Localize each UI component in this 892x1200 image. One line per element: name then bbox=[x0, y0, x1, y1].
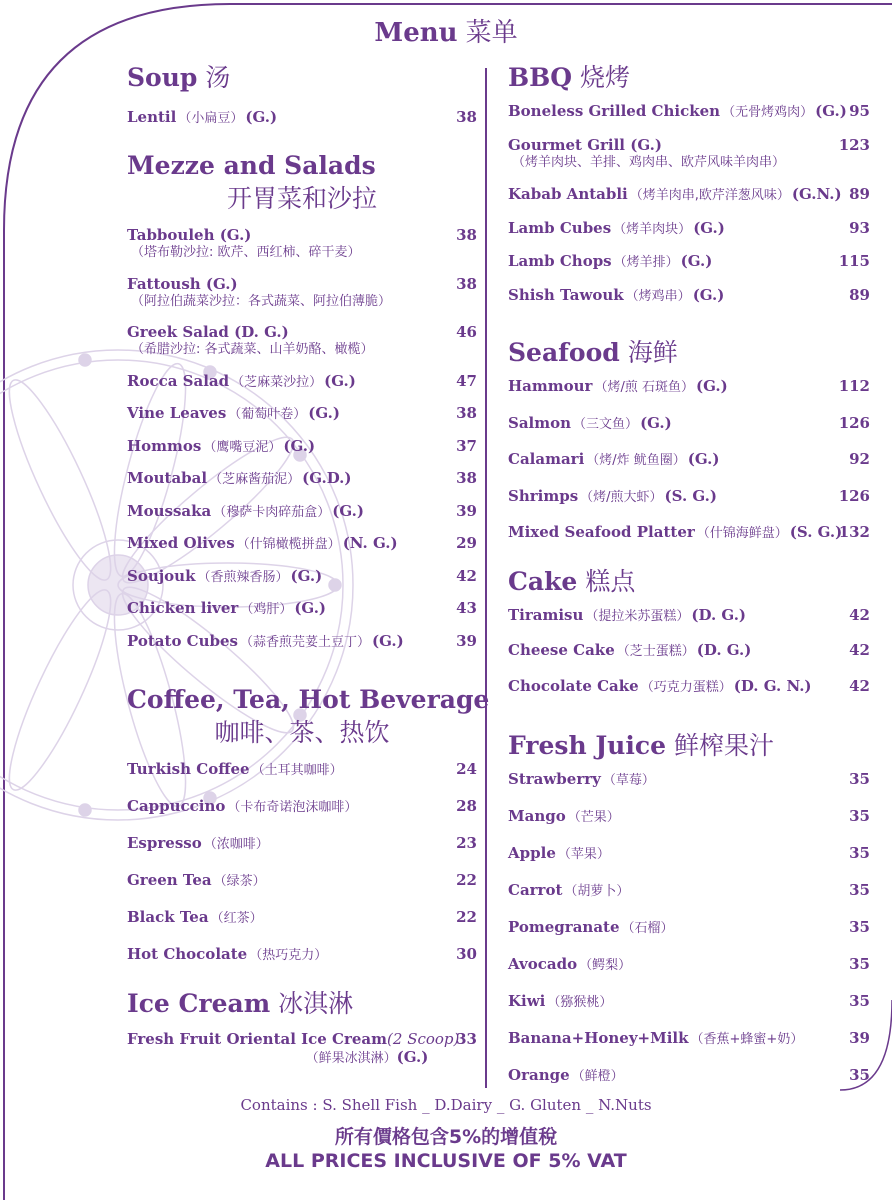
item-price: 115 bbox=[838, 252, 870, 270]
coffee-heading bbox=[127, 684, 490, 716]
item-allergen-tag: (N. G.) bbox=[342, 534, 398, 552]
item-name-cn: （红茶） bbox=[210, 911, 263, 926]
item-allergen-tag: (G.) bbox=[692, 285, 725, 304]
item-price: 35 bbox=[849, 918, 870, 936]
item-name-cn: （烤/煎 石斑鱼） bbox=[594, 380, 694, 395]
list-item bbox=[127, 945, 477, 982]
item-name: Hammour bbox=[508, 377, 593, 395]
item-allergen-tag: (G.) bbox=[372, 631, 404, 650]
list-item bbox=[127, 469, 477, 502]
list-item bbox=[127, 632, 477, 665]
allergen-legend: Contains : S. Shell Fish _ D.Dairy _ G. Gluten _ N.Nuts bbox=[240, 1096, 652, 1114]
item-name: Lentil bbox=[127, 108, 177, 126]
item-price: 22 bbox=[456, 871, 477, 889]
item-sub-cn: （鲜果冰淇淋） bbox=[305, 1051, 397, 1066]
item-name-cn: （烤/煎大虾） bbox=[580, 489, 663, 505]
list-item bbox=[508, 992, 870, 1029]
bbq-heading bbox=[508, 62, 870, 94]
bbq-list bbox=[508, 102, 870, 319]
list-item bbox=[127, 275, 477, 324]
item-name: Banana+Honey+Milk bbox=[508, 1029, 689, 1047]
item-price: 33 bbox=[456, 1030, 477, 1048]
list-item bbox=[127, 599, 477, 632]
list-item bbox=[127, 502, 477, 535]
item-name-cn: （鳄梨） bbox=[579, 958, 632, 973]
item-name: Salmon bbox=[508, 413, 572, 432]
list-item bbox=[508, 770, 870, 807]
item-price: 35 bbox=[849, 807, 870, 825]
list-item bbox=[127, 908, 477, 945]
item-name: Carrot bbox=[508, 881, 563, 899]
item-name: Gourmet Grill (G.) bbox=[508, 135, 662, 154]
mezze-heading-cn: 开胃菜和沙拉 bbox=[226, 184, 377, 213]
right-column bbox=[508, 60, 870, 1103]
item-name-cn: （巧克力蛋糕） bbox=[640, 679, 732, 695]
list-item bbox=[508, 487, 870, 524]
list-item bbox=[127, 108, 477, 144]
item-name: Black Tea bbox=[127, 908, 209, 926]
item-allergen-tag: (G.) bbox=[290, 566, 323, 585]
item-name-cn: （烤羊肉串,欧芹洋葱风味） bbox=[629, 188, 790, 203]
list-item bbox=[127, 437, 477, 470]
item-name: Kiwi bbox=[508, 992, 546, 1010]
juice-heading-cn: 鲜榨果汁 bbox=[673, 731, 774, 760]
item-allergen-tag: (G.) bbox=[693, 218, 725, 237]
item-price: 42 bbox=[849, 676, 870, 695]
juice-heading-en: Fresh Juice bbox=[508, 731, 666, 760]
item-price: 126 bbox=[838, 413, 870, 432]
soup-heading-en: Soup bbox=[127, 63, 198, 92]
item-price: 38 bbox=[456, 108, 477, 126]
item-price: 29 bbox=[456, 534, 477, 552]
item-name-cn: （什锦橄榄拼盘） bbox=[236, 537, 341, 552]
item-allergen-tag: (G.) bbox=[687, 450, 720, 468]
list-item bbox=[508, 136, 870, 186]
list-item bbox=[508, 844, 870, 881]
item-allergen-tag: (G.) bbox=[332, 501, 364, 520]
item-name: Fattoush (G.) bbox=[127, 274, 238, 293]
item-allergen-tag: (S. G.) bbox=[664, 486, 717, 505]
list-item bbox=[127, 404, 477, 437]
cake-heading-cn: 糕点 bbox=[585, 566, 636, 596]
item-price: 35 bbox=[849, 1066, 870, 1084]
item-price: 38 bbox=[456, 274, 477, 293]
item-name-cn: （无骨烤鸡肉） bbox=[722, 105, 814, 120]
item-subtitle bbox=[127, 1048, 477, 1068]
item-name: Tiramisu bbox=[508, 605, 584, 624]
item-allergen-tag: (S. G.) bbox=[789, 523, 843, 541]
item-name: Lamb Cubes bbox=[508, 218, 612, 237]
item-name: Moussaka bbox=[127, 501, 212, 520]
item-name: Pomegranate bbox=[508, 918, 620, 936]
item-name: Chocolate Cake bbox=[508, 676, 639, 695]
item-name: Hot Chocolate bbox=[127, 945, 248, 963]
item-name-cn: （香煎辣香肠） bbox=[197, 569, 289, 585]
list-item bbox=[508, 918, 870, 955]
item-price: 30 bbox=[456, 945, 477, 963]
item-name: Soujouk bbox=[127, 566, 196, 585]
soup-heading bbox=[127, 62, 477, 94]
soup-list bbox=[127, 108, 477, 144]
item-price: 35 bbox=[849, 992, 870, 1010]
coffee-heading-en: Coffee, Tea, Hot Beverage bbox=[127, 685, 490, 714]
item-name: Espresso bbox=[127, 834, 202, 852]
list-item bbox=[508, 185, 870, 219]
seafood-list bbox=[508, 377, 870, 560]
item-allergen-tag: (D. G. N.) bbox=[733, 676, 812, 695]
item-price: 93 bbox=[849, 218, 870, 237]
item-allergen-tag: (D. G.) bbox=[696, 641, 752, 659]
item-price: 38 bbox=[456, 226, 477, 244]
item-price: 89 bbox=[849, 185, 870, 203]
item-name-cn: （香蕉+蜂蜜+奶） bbox=[690, 1032, 804, 1047]
item-name-cn: （草莓） bbox=[602, 773, 655, 788]
item-name: Cheese Cake bbox=[508, 641, 615, 659]
item-price: 42 bbox=[456, 566, 477, 585]
column-divider bbox=[485, 68, 487, 1088]
item-name: Mango bbox=[508, 807, 566, 825]
item-price: 47 bbox=[456, 371, 477, 390]
item-name-cn: （鸡肝） bbox=[240, 602, 293, 617]
list-item bbox=[508, 606, 870, 642]
item-price: 39 bbox=[456, 501, 477, 520]
list-item bbox=[508, 641, 870, 677]
item-allergen-tag: (G.) bbox=[283, 436, 316, 455]
item-price: 23 bbox=[456, 834, 477, 852]
item-sub-tag: (G.) bbox=[396, 1048, 429, 1066]
item-allergen-tag: (G.N.) bbox=[791, 185, 842, 203]
item-description: （希腊沙拉: 各式蔬菜、山羊奶酪、橄榄） bbox=[131, 342, 374, 357]
list-item bbox=[127, 567, 477, 600]
menu-title bbox=[0, 12, 892, 49]
item-name-cn: （芒果） bbox=[567, 810, 620, 825]
vat-note-cn: 所有價格包含5%的增值稅 bbox=[334, 1126, 558, 1148]
item-name: Rocca Salad bbox=[127, 371, 230, 390]
item-name-cn: （卡布奇诺泡沫咖啡） bbox=[227, 800, 358, 815]
item-allergen-tag: (G.) bbox=[245, 108, 278, 126]
item-name-cn: （鹰嘴豆泥） bbox=[203, 439, 282, 455]
item-price: 92 bbox=[849, 450, 870, 468]
item-price: 39 bbox=[849, 1029, 870, 1047]
item-price: 123 bbox=[838, 135, 870, 154]
item-price: 24 bbox=[456, 760, 477, 778]
item-price: 35 bbox=[849, 881, 870, 899]
item-name: Greek Salad (D. G.) bbox=[127, 323, 289, 341]
icecream-heading-en: Ice Cream bbox=[127, 989, 271, 1018]
item-price: 37 bbox=[456, 436, 477, 455]
item-price: 46 bbox=[456, 323, 477, 341]
item-price: 112 bbox=[838, 377, 870, 395]
item-allergen-tag: (G.) bbox=[815, 102, 847, 120]
icecream-heading bbox=[127, 988, 477, 1020]
item-name: Avocado bbox=[508, 955, 578, 973]
list-item bbox=[127, 760, 477, 797]
item-name: Cappuccino bbox=[127, 797, 226, 815]
list-item bbox=[127, 372, 477, 405]
item-name: Turkish Coffee bbox=[127, 760, 250, 778]
list-item bbox=[508, 219, 870, 253]
item-price: 43 bbox=[456, 599, 477, 617]
item-name-cn: （穆萨卡肉碎茄盒） bbox=[213, 504, 331, 520]
list-item bbox=[127, 323, 477, 372]
item-price: 35 bbox=[849, 955, 870, 973]
item-allergen-tag: (G.) bbox=[680, 252, 713, 270]
item-name: Strawberry bbox=[508, 770, 601, 788]
item-name-cn: （芝麻菜沙拉） bbox=[231, 374, 323, 390]
list-item bbox=[508, 377, 870, 414]
menu-title-en: Menu bbox=[374, 18, 458, 48]
item-name: Mixed Seafood Platter bbox=[508, 523, 695, 541]
item-price: 89 bbox=[849, 285, 870, 304]
item-allergen-tag: (G.D.) bbox=[302, 469, 352, 487]
seafood-heading-cn: 海鲜 bbox=[627, 338, 678, 367]
list-item bbox=[508, 1029, 870, 1066]
item-name-cn: （小扁豆） bbox=[178, 111, 244, 126]
item-name-cn: （绿茶） bbox=[213, 874, 266, 889]
item-name: Kabab Antabli bbox=[508, 185, 628, 203]
item-name: Mixed Olives bbox=[127, 534, 235, 552]
bbq-heading-en: BBQ bbox=[508, 63, 573, 92]
item-name: Fresh Fruit Oriental Ice Cream bbox=[127, 1030, 388, 1048]
item-allergen-tag: (G.) bbox=[294, 599, 327, 617]
mezze-heading bbox=[127, 150, 477, 182]
cake-heading-en: Cake bbox=[508, 566, 578, 596]
item-name-cn: （胡萝卜） bbox=[564, 884, 630, 899]
item-price: 126 bbox=[838, 486, 870, 505]
item-price: 132 bbox=[838, 523, 870, 541]
item-name-cn: （烤羊肉块） bbox=[613, 221, 692, 237]
item-name-cn: （什锦海鲜盘） bbox=[696, 526, 788, 541]
item-name-cn: （石榴） bbox=[621, 921, 674, 936]
item-price: 28 bbox=[456, 797, 477, 815]
list-item bbox=[508, 102, 870, 136]
item-name-cn: （提拉米苏蛋糕） bbox=[585, 608, 690, 624]
item-price: 39 bbox=[456, 631, 477, 650]
item-name: Vine Leaves bbox=[127, 404, 227, 422]
vat-note-en: ALL PRICES INCLUSIVE OF 5% VAT bbox=[265, 1150, 627, 1172]
item-price: 35 bbox=[849, 770, 870, 788]
list-item bbox=[508, 955, 870, 992]
juice-list bbox=[508, 770, 870, 1103]
item-name-cn: （热巧克力） bbox=[249, 948, 328, 963]
item-allergen-tag: (G.) bbox=[324, 371, 356, 390]
item-allergen-tag: (G.) bbox=[640, 413, 672, 432]
list-item bbox=[127, 226, 477, 275]
item-name: Shish Tawouk bbox=[508, 285, 624, 304]
item-allergen-tag: (G.) bbox=[695, 377, 728, 395]
item-name: Potato Cubes bbox=[127, 631, 239, 650]
left-column bbox=[127, 60, 490, 1068]
item-name: Hommos bbox=[127, 436, 202, 455]
bbq-heading-cn: 烧烤 bbox=[580, 63, 631, 92]
list-item bbox=[508, 414, 870, 451]
item-name-cn: （浓咖啡） bbox=[203, 837, 269, 852]
item-name-cn: （苹果） bbox=[557, 847, 610, 862]
item-note: (2 Scoop) bbox=[387, 1030, 460, 1048]
list-item bbox=[508, 677, 870, 713]
cake-list bbox=[508, 606, 870, 713]
item-name: Green Tea bbox=[127, 871, 212, 889]
soup-heading-cn: 汤 bbox=[205, 63, 231, 92]
list-item bbox=[508, 252, 870, 286]
item-allergen-tag: (D. G.) bbox=[691, 605, 747, 624]
item-name-cn: （芝麻酱茄泥） bbox=[209, 472, 301, 487]
seafood-heading-en: Seafood bbox=[508, 338, 620, 367]
item-name: Lamb Chops bbox=[508, 252, 612, 270]
item-name: Apple bbox=[508, 844, 556, 862]
item-name: Boneless Grilled Chicken bbox=[508, 102, 721, 120]
item-price: 22 bbox=[456, 908, 477, 926]
item-description: （塔布勒沙拉: 欧芹、西红柿、碎干麦） bbox=[131, 245, 361, 260]
item-price: 38 bbox=[456, 469, 477, 487]
item-name-cn: （芝士蛋糕） bbox=[616, 644, 695, 659]
item-price: 38 bbox=[456, 404, 477, 422]
item-price: 35 bbox=[849, 844, 870, 862]
list-item bbox=[127, 871, 477, 908]
list-item bbox=[127, 1030, 477, 1068]
list-item bbox=[127, 834, 477, 871]
item-name-cn: （烤/炸 鱿鱼圈） bbox=[586, 453, 686, 468]
list-item bbox=[508, 881, 870, 918]
item-name: Chicken liver bbox=[127, 599, 239, 617]
list-item bbox=[508, 286, 870, 320]
item-name: Calamari bbox=[508, 450, 585, 468]
mezze-heading-en: Mezze and Salads bbox=[127, 151, 376, 180]
menu-title-cn: 菜单 bbox=[465, 18, 518, 48]
item-name: Moutabal bbox=[127, 469, 208, 487]
mezze-list bbox=[127, 226, 477, 664]
item-name-cn: （三文鱼） bbox=[573, 416, 639, 432]
item-allergen-tag: (G.) bbox=[308, 404, 340, 422]
item-price: 42 bbox=[849, 641, 870, 659]
item-name-cn: （蒜香煎芫荽土豆丁） bbox=[240, 634, 371, 650]
item-price: 42 bbox=[849, 605, 870, 624]
list-item bbox=[508, 450, 870, 487]
item-name: Orange bbox=[508, 1066, 570, 1084]
cake-heading bbox=[508, 566, 870, 598]
seafood-heading bbox=[508, 337, 870, 369]
item-name-cn: （鲜橙） bbox=[571, 1069, 624, 1084]
list-item bbox=[127, 534, 477, 567]
item-name-cn: （烤鸡串） bbox=[625, 288, 691, 304]
item-name-cn: （葡萄叶卷） bbox=[228, 407, 307, 422]
juice-heading bbox=[508, 730, 870, 762]
list-item bbox=[127, 797, 477, 834]
item-name: Shrimps bbox=[508, 486, 579, 505]
coffee-heading-cn: 咖啡、茶、热饮 bbox=[214, 718, 390, 747]
item-name: Tabbouleh (G.) bbox=[127, 226, 252, 244]
list-item bbox=[508, 807, 870, 844]
item-description: （烤羊肉块、羊排、鸡肉串、欧芹风味羊肉串） bbox=[512, 154, 786, 170]
item-description: （阿拉伯蔬菜沙拉：各式蔬菜、阿拉伯薄脆） bbox=[131, 293, 392, 309]
item-price: 95 bbox=[849, 102, 870, 120]
icecream-heading-cn: 冰淇淋 bbox=[278, 989, 354, 1018]
item-name-cn: （猕猴桃） bbox=[547, 995, 613, 1010]
coffee-list bbox=[127, 760, 477, 982]
list-item bbox=[508, 523, 870, 560]
item-name-cn: （烤羊排） bbox=[613, 255, 679, 270]
item-name-cn: （土耳其咖啡） bbox=[251, 763, 343, 778]
